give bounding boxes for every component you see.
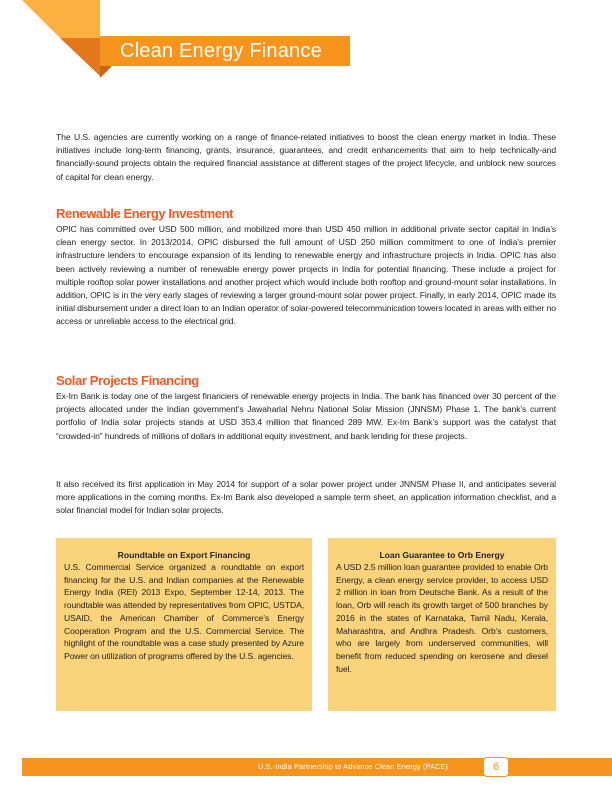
- callout-title: Roundtable on Export Financing: [117, 550, 251, 560]
- callout-body: U.S. Commercial Service organized a roundtable on export financing for the U.S. and Indian companies at the Renewable Energy India (REI) 2013 Expo, September 12-14, 2013. The roundtable was attended by representatives from OPIC, USTDA, USAID, the American Chamber of Commerce’s Energy Cooperation Program and the U.S. Commercial Service. The highlight of the roundtable was a case study presented by Azure Power on utilization of programs offered by the U.S. agencies.: [64, 562, 304, 661]
- ribbon-shadow: [100, 66, 112, 78]
- section-heading-solar-projects: Solar Projects Financing: [56, 373, 199, 388]
- section-heading-renewable-energy: Renewable Energy Investment: [56, 206, 234, 221]
- footer-text: U.S.-India Partnership to Advance Clean Energy (PACE): [258, 762, 449, 771]
- callout-body: A USD 2.5 million loan guarantee provided to enable Orb Energy, a clean energy service provider, to access USD 2 million in loan from Deutsche Bank. As a result of the loan, Orb will reach its growth target of 500 branches by 2016 in the states of Karnataka, Tamil Nadu, Kerala, Maharashtra, and Andhra Pradesh. Orb’s customers, who are largely from underserved communities, will benefit from reduced spending on kerosene and diesel fuel.: [336, 562, 548, 674]
- callout-title: Loan Guarantee to Orb Energy: [379, 550, 505, 560]
- ribbon-fold-light: [22, 0, 100, 38]
- section-paragraph: It also received its first application in May 2014 for support of a solar power project under JNNSM Phase II, and anticipates several more applications in the coming months. Ex-Im Bank also developed a sample term sheet, an application information checklist, and a solar financial model for Indian solar projects.: [56, 479, 556, 516]
- intro-paragraph: The U.S. agencies are currently working on a range of finance-related initiatives to boost the clean energy market in India. These initiatives include long-term financing, grants, insurance, guarantees, and credit enhancements that aim to help technically-and financially-sound projects obtain the required financial assistance at different stages of the project lifecycle, and unblock new sources of capital for clean energy.: [56, 132, 556, 182]
- page-title: Clean Energy Finance: [120, 40, 322, 62]
- page-number: 6: [483, 757, 509, 777]
- section-paragraph: Ex-Im Bank is today one of the largest financiers of renewable energy projects in India. The bank has financed over 30 percent of the projects allocated under the Indian government’s Jawaharlal Nehru National Solar Mission (JNNSM) Phase 1. The bank’s current portfolio of India solar projects stands at USD 353.4 million that financed 289 MW. Ex-Im Bank’s support was the catalyst that “crowded-in” hundreds of millions of dollars in additional equity investment, and bank lending for these projects.: [56, 391, 556, 441]
- section-paragraph: OPIC has committed over USD 500 million, and mobilized more than USD 450 million in additional private sector capital in India’s clean energy sector. In 2013/2014, OPIC disbursed the full amount of USD 250 million commitment to one of India’s premier infrastructure lenders to encourage expansion of its lending to renewable energy and infrastructure projects in India. OPIC has also been actively reviewing a number of renewable energy power projects in India for potential financing. These include a project for multiple rooftop solar power installations and another project which would include both rooftop and ground-mount solar installations. In addition, OPIC is in the very early stages of reviewing a larger ground-mount solar power project. Finally, in early 2014, OPIC made its initial disbursement under a direct loan to an Indian operator of solar-powered telecommunication towers located in areas with either no access or unreliable access to the electrical grid.: [56, 224, 556, 327]
- ribbon-fold-dark: [60, 38, 100, 76]
- callout-roundtable: [56, 538, 312, 711]
- callout-orb-energy: [328, 538, 556, 711]
